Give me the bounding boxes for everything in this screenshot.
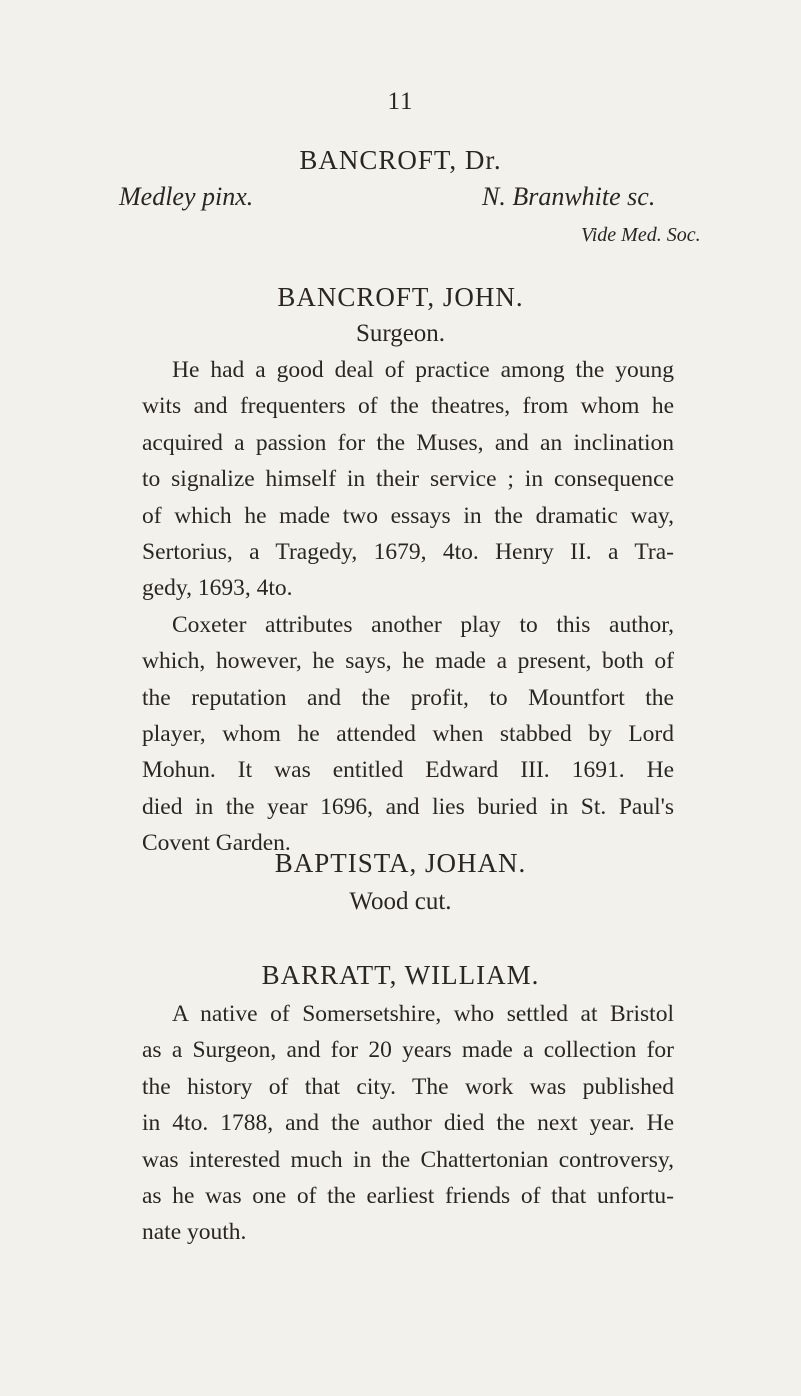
text-line: the history of that city. The work was published	[142, 1073, 674, 1100]
page-number: 11	[387, 88, 414, 115]
text-line: as he was one of the earliest friends of that unfortu-	[142, 1183, 674, 1210]
text-line: in 4to. 1788, and the author died the next year. He	[142, 1110, 674, 1137]
entry-heading-bancroft-dr: BANCROFT, Dr.	[299, 145, 502, 175]
text-line: as a Surgeon, and for 20 years made a collection for	[142, 1037, 674, 1064]
entry-subheading-surgeon: Surgeon.	[355, 320, 446, 347]
text-line: wits and frequenters of the theatres, from whom he	[142, 393, 674, 420]
engraver-credit: N. Branwhite sc.	[482, 182, 656, 211]
text-line: He had a good deal of practice among the young	[172, 357, 674, 383]
entry-heading-bancroft-john: BANCROFT, JOHN.	[277, 282, 524, 312]
text-line: gedy, 1693, 4to.	[142, 575, 293, 602]
text-line: Mohun. It was entitled Edward III. 1691. He	[142, 757, 674, 784]
text-line: nate youth.	[142, 1219, 247, 1246]
text-line: A native of Somersetshire, who settled at Bristol	[172, 1001, 674, 1027]
text-line: Coxeter attributes another play to this author,	[172, 611, 674, 638]
text-line: was interested much in the Chattertonian controversy,	[142, 1146, 674, 1173]
text-line: acquired a passion for the Muses, and an inclination	[142, 429, 674, 456]
text-line: Covent Garden.	[142, 830, 291, 857]
text-line: died in the year 1696, and lies buried in St. Paul's	[142, 793, 674, 820]
entry-heading-barratt-william: BARRATT, WILLIAM.	[261, 960, 540, 990]
text-line: of which he made two essays in the dramatic way,	[142, 502, 674, 529]
painter-credit: Medley pinx.	[119, 182, 254, 211]
text-line: the reputation and the profit, to Mountfort the	[142, 684, 674, 711]
reference-note: Vide Med. Soc.	[581, 224, 701, 246]
entry-subheading-wood-cut: Wood cut.	[349, 888, 452, 915]
bancroft-john-biography	[142, 352, 674, 862]
entry-heading-baptista-johan: BAPTISTA, JOHAN.	[274, 848, 527, 878]
text-line: player, whom he attended when stabbed by Lord	[142, 721, 674, 748]
text-line: to signalize himself in their service ; in consequence	[142, 466, 674, 493]
barratt-william-biography	[142, 996, 674, 1251]
text-line: Sertorius, a Tragedy, 1679, 4to. Henry II. a Tra-	[142, 539, 674, 566]
text-line: which, however, he says, he made a present, both of	[142, 648, 674, 675]
